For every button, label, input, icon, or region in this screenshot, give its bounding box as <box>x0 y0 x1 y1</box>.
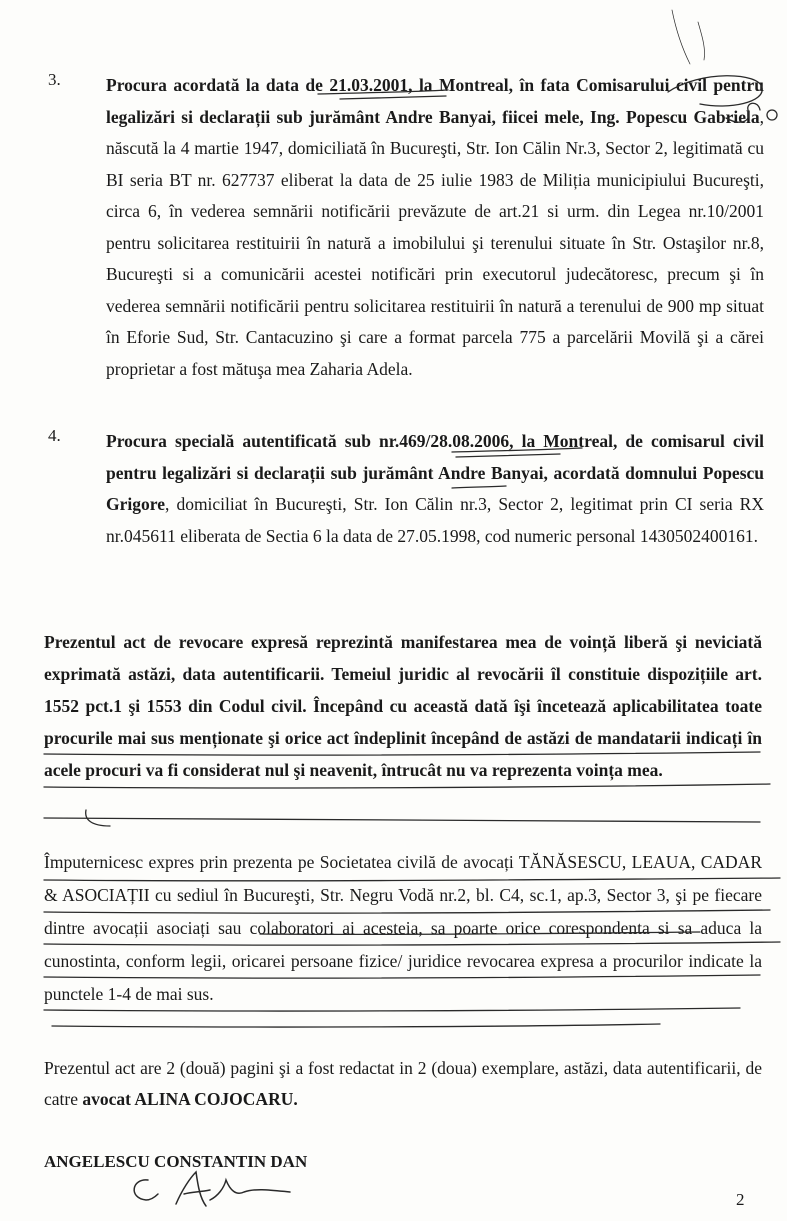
closing-text: Prezentul act are 2 (două) pagini şi a fost redactat in 2 (doua) exemplare, astăzi, data autentificarii, de catre <box>44 1058 762 1109</box>
signature-stroke <box>210 1180 290 1200</box>
underline-stroke <box>456 454 560 457</box>
mark-stroke <box>698 22 705 60</box>
mandate-paragraph: Împuternicesc expres prin prezenta pe Societatea civilă de avocați TĂNĂSESCU, LEAUA, CADAR & ASOCIAȚII cu sediul în Bucureşti, Str. Negru Vodă nr.2, bl. C4, sc.1, ap.3, Sector 3, şi pe fiecare dintre avocații asociați sau colaboratori ai acesteia, sa poarte orice corespondenta si sa aduca la cunostinta, conform legii, oricarei persoane fizice/ juridice revocarea expresa a procurilor indicate la punctele 1-4 de mai sus. <box>44 852 762 1004</box>
underline-stroke <box>44 942 780 945</box>
item-rest: , domiciliat în Bucureşti, Str. Ion Călin nr.3, Sector 2, legitimat prin CI seria RX nr.045611 eliberata de Sectia 6 la data de 27.05.1998, cod numeric personal 1430502400161. <box>106 494 764 546</box>
signature-stroke <box>134 1180 158 1200</box>
underline-stroke <box>44 975 760 978</box>
underline-stroke <box>44 910 770 913</box>
signatory-name: ANGELESCU CONSTANTIN DAN <box>44 1152 308 1171</box>
item-number: 3. <box>48 70 61 89</box>
underline-stroke <box>318 90 448 94</box>
item-bold-lead: Procura specială autentificată sub nr.469/28.08.2006, la Montreal, de comisarul civil pentru legalizări si declarații sub jurământ Andre Banyai, acordată domnului Popescu Grigore <box>106 431 764 514</box>
circle-stroke <box>767 110 777 120</box>
underline-stroke <box>44 1008 740 1011</box>
page-number: 2 <box>736 1190 745 1209</box>
strike-stroke <box>260 932 700 934</box>
item-rest: , născută la 4 martie 1947, domiciliată în Bucureşti, Str. Ion Călin Nr.3, Sector 2, legitimată cu BI seria BT nr. 627737 eliberat la data de 25 iulie 1983 de Miliția municipiului Bucureşti, circa 6, în vederea semnării notificării prevăzute de art.21 si urm. din Legea nr.10/2001 pentru solicitarea restituirii în natură a imobilului şi terenului situate în Str. Ostaşilor nr.8, Bucureşti si a comunicării acestei notificări prin executorul judecătoresc, precum şi în vederea semnării notificării pentru solicitarea restituirii în natură a terenului de 900 mp situat în Eforie Sud, Str. Cantacuzino şi care a format parcela 775 a parcelării Movilă şi a cărei proprietar a fost mătuşa mea Zaharia Adela. <box>106 106 764 379</box>
underline-stroke <box>452 448 582 452</box>
underline-stroke <box>52 1024 660 1027</box>
closing-lawyer: avocat ALINA COJOCARU. <box>82 1089 298 1109</box>
underline-stroke <box>44 878 780 881</box>
mark-stroke <box>672 10 690 64</box>
item-number: 4. <box>48 426 61 445</box>
item-bold-lead: Procura acordată la data de 21.03.2001, la Montreal, în fata Comisarului civil pentru legalizări si declarații sub jurământ Andre Banyai, fiicei mele, Ing. Popescu Gabriela <box>106 75 764 127</box>
underline-stroke <box>340 96 446 99</box>
revocation-paragraph: Prezentul act de revocare expresă reprezintă manifestarea mea de voință liberă şi neviciată exprimată astăzi, data autentificarii. Temeiul juridic al revocării îl constituie dispozițiile art. 1552 pct.1 şi 1553 din Codul civil. Începând cu această dată îşi încetează aplicabilitatea toate procurile mai sus menționate şi orice act îndeplinit începând de astăzi de mandatarii indicați în acele procuri va fi considerat nul şi neavenit, întrucât nu va reprezenta voința mea. <box>44 632 762 780</box>
underline-stroke <box>452 486 506 488</box>
underline-stroke <box>44 752 760 755</box>
underline-stroke <box>44 784 770 788</box>
circle-stroke <box>668 76 762 106</box>
underline-stroke <box>44 818 760 822</box>
signature-stroke <box>176 1172 210 1206</box>
